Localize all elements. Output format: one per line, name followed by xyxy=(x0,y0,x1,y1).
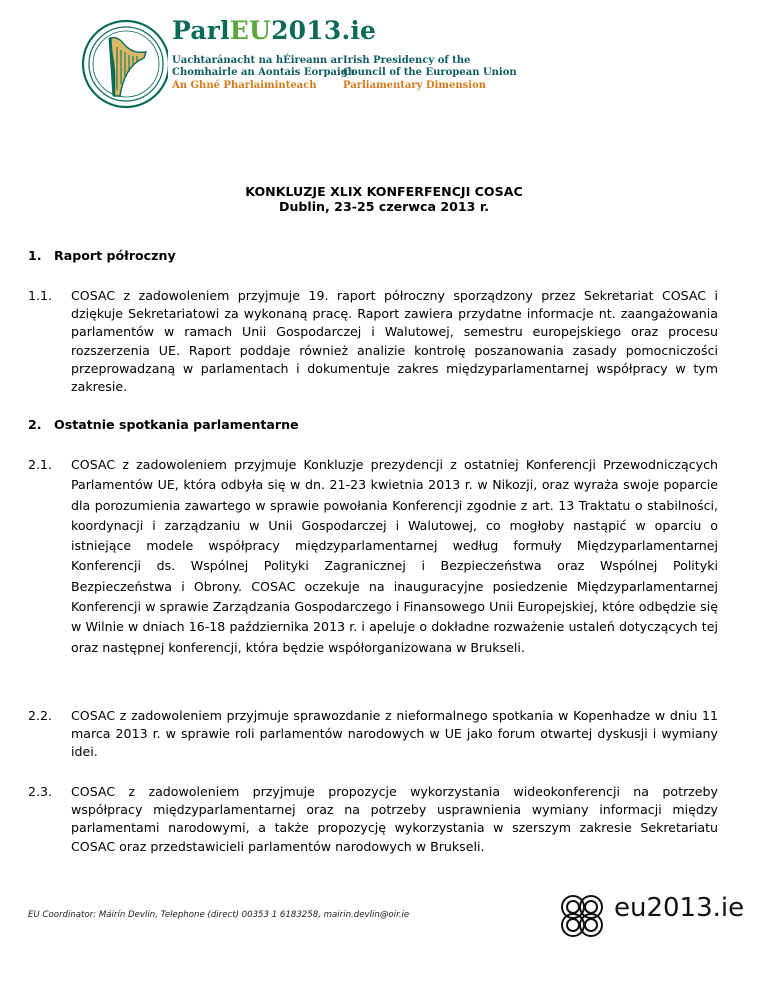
paragraph-1-1 xyxy=(28,287,718,396)
paragraph-number: 2.3. xyxy=(28,784,53,799)
letterhead-title-parl: Parl xyxy=(172,16,230,45)
letterhead-english-line3: Parliamentary Dimension xyxy=(343,79,487,91)
letterhead-title-eu: EU xyxy=(229,16,272,45)
paragraph-number: 2.2. xyxy=(28,708,53,723)
letterhead-irish-line2: Chomhairle an Aontais Eorpaigh xyxy=(172,67,355,79)
section-1-title xyxy=(28,248,176,263)
letterhead-english-line2: Council of the European Union xyxy=(343,67,517,79)
heading-title: KONKLUZJE XLIX KONFERFENCJI COSAC xyxy=(245,184,523,199)
paragraph-text: COSAC z zadowoleniem przyjmuje Konkluzje prezydencji z ostatniej Konferencji Przewodniczących Parlamentów UE, która odbyła się w dn. 21-23 kwietnia 2013 r. w Nikozji, oraz wyraża swoje poparcie dla porozumienia zawartego w sprawie powołania Konferencji zgodnie z art. 13 Traktatu o stabilności, koordynacji i zarządzaniu w Unii Gospodarczej i Walutowej, co mogłoby nastąpić w oparciu o istniejące modele współpracy międzyparlamentarnej według formuły Międzyparlamentarnej Konferencji ds. Wspólnej Polityki Zagranicznej i Bezpieczeństwa oraz Wspólnej Polityki Bezpieczeństwa i Obrony. COSAC oczekuje na inauguracyjne posiedzenie Międzyparlamentarnej Konferencji w sprawie Zarządzania Gospodarczego i Finansowego Unii Europejskiej, które odbędzie się w Wilnie w dniach 16-18 października 2013 r. i apeluje o dokładne rozważenie ustaleń dotyczących tej oraz następnej konferencji, która będzie współorganizowana w Brukseli. xyxy=(71,457,718,655)
letterhead-irish xyxy=(172,55,355,92)
letterhead-title-year: 2013.ie xyxy=(271,16,377,45)
paragraph-text: COSAC z zadowoleniem przyjmuje propozycje wykorzystania wideokonferencji na potrzeby współpracy międzyparlamentarnej oraz na potrzeby usprawnienia wymiany informacji między parlamentami narodowymi, a także propozycję wykorzystania w szerszym zakresie Sekretariatu COSAC oraz przedstawicieli parlamentów narodowych w Brukseli. xyxy=(71,784,718,854)
section-title-text: Raport półroczny xyxy=(54,248,176,263)
letterhead-english-line1: Irish Presidency of the xyxy=(343,55,471,66)
footer-brand: eu2013.ie xyxy=(614,893,745,923)
heading-place-date: Dublin, 23-25 czerwca 2013 r. xyxy=(278,199,490,214)
letterhead-irish-line1: Uachtaránacht na hÉireann ar xyxy=(172,55,343,66)
paragraph-text: COSAC z zadowoleniem przyjmuje sprawozdanie z nieformalnego spotkania w Kopenhadze w dniu 11 marca 2013 r. w sprawie roli parlamentów narodowych w UE jako forum otwartej dyskusji i wymiany idei. xyxy=(71,708,718,760)
section-number: 2. xyxy=(28,417,42,432)
letterhead-title xyxy=(172,18,376,43)
letterhead-english xyxy=(343,55,517,92)
paragraph-number: 2.1. xyxy=(28,457,53,472)
letterhead-irish-line3: An Ghné Pharlaiminteach xyxy=(172,79,317,91)
section-2-title xyxy=(28,417,299,432)
section-title-text: Ostatnie spotkania parlamentarne xyxy=(54,417,299,432)
paragraph-text: COSAC z zadowoleniem przyjmuje 19. raport półroczny sporządzony przez Sekretariat COSAC i dziękuje Sekretariatowi za wykonaną pracę. Raport zawiera przydatne informacje nt. zaangażowania parlamentów w ramach Unii Gospodarczej i Walutowej, semestru europejskiego oraz procesu rozszerzenia UE. Raport poddaje również analizie kontrolę poszanowania zasady pomocniczości przeprowadzaną w parlamentach i dokumentuje zakres międzyparlamentarnej współpracy w tym zakresie. xyxy=(71,288,718,395)
paragraph-2-1 xyxy=(28,455,718,658)
document-heading xyxy=(0,184,768,214)
harp-icon xyxy=(80,14,168,110)
paragraph-2-2 xyxy=(28,707,718,762)
celtic-knot-icon xyxy=(556,890,608,942)
section-number: 1. xyxy=(28,248,42,263)
footer-contact: EU Coordinator: Máirín Devlin, Telephone (direct) 00353 1 6183258, mairin.devlin@oir.ie xyxy=(28,910,410,920)
paragraph-number: 1.1. xyxy=(28,288,53,303)
paragraph-2-3 xyxy=(28,783,718,856)
